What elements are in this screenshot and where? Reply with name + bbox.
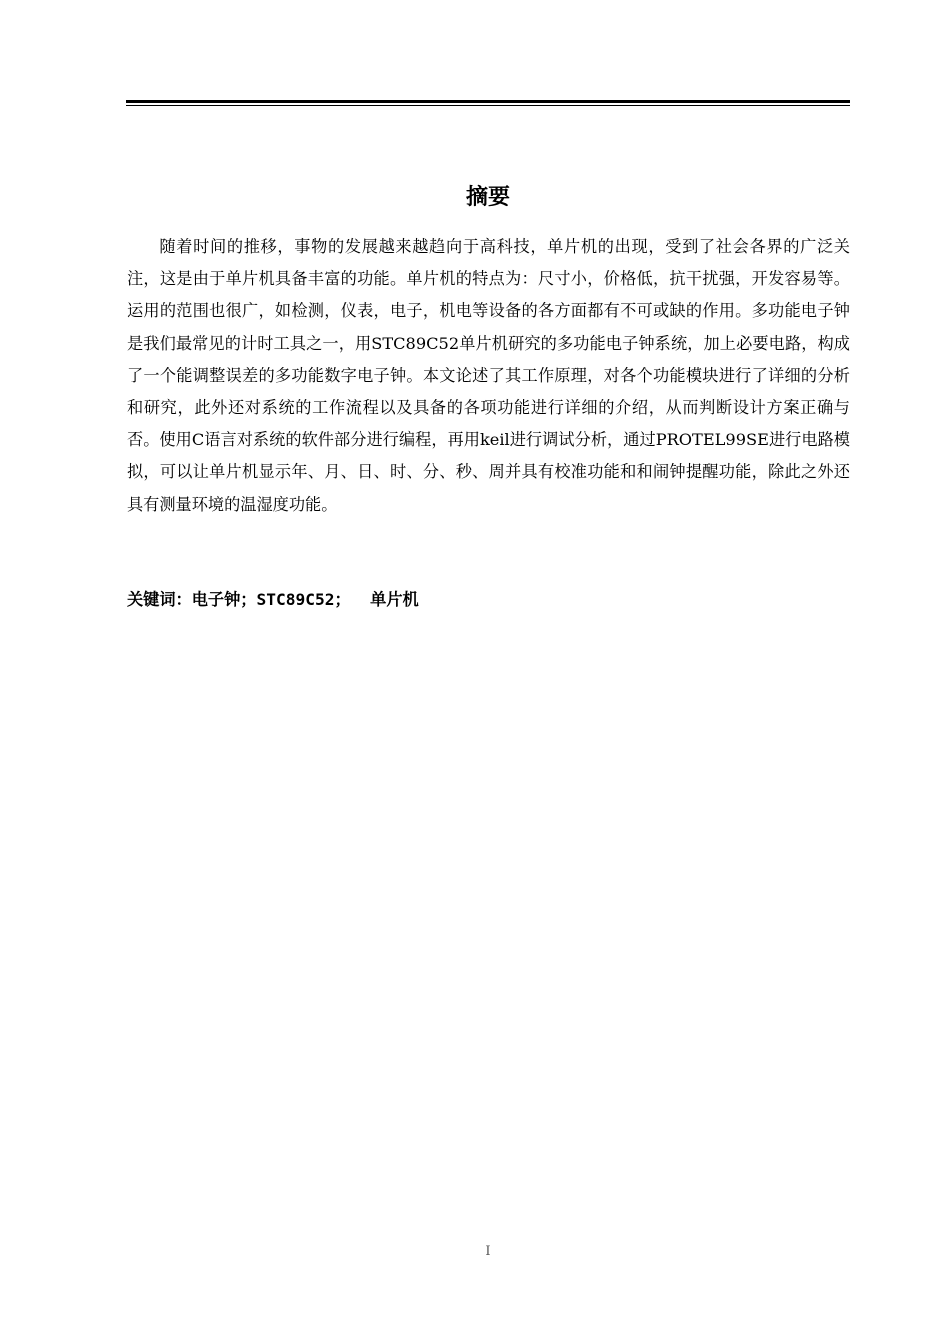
keywords-label: 关键词：	[127, 590, 192, 609]
header-rule-thick	[126, 100, 850, 103]
page-title: 摘要	[465, 185, 510, 210]
keywords-text: 电子钟；STC89C52； 单片机	[191, 590, 419, 609]
header-rule-thin	[126, 105, 850, 106]
page-number: I	[485, 1244, 491, 1259]
abstract-paragraph: 随着时间的推移，事物的发展越来越趋向于高科技，单片机的出现，受到了社会各界的广泛关注，这是由于单片机具备丰富的功能。单片机的特点为：尺寸小，价格低，抗干扰强，开发容易等。运用的范围也很广，如检测，仪表，电子，机电等设备的各方面都有不可或缺的作用。多功能电子钟是我们最常见的计时工具之一，用STC89C52单片机研究的多功能电子钟系统，加上必要电路，构成了一个能调整误差的多功能数字电子钟。本文论述了其工作原理，对各个功能模块进行了详细的分析和研究，此外还对系统的工作流程以及具备的各项功能进行详细的介绍，从而判断设计方案正确与否。使用C语言对系统的软件部分进行编程，再用keil进行调试分析，通过PROTEL99SE进行电路模拟，可以让单片机显示年、月、日、时、分、秒、周并具有校准功能和和闹钟提醒功能，除此之外还具有测量环境的温湿度功能。	[127, 237, 850, 514]
keywords-line	[127, 586, 850, 614]
